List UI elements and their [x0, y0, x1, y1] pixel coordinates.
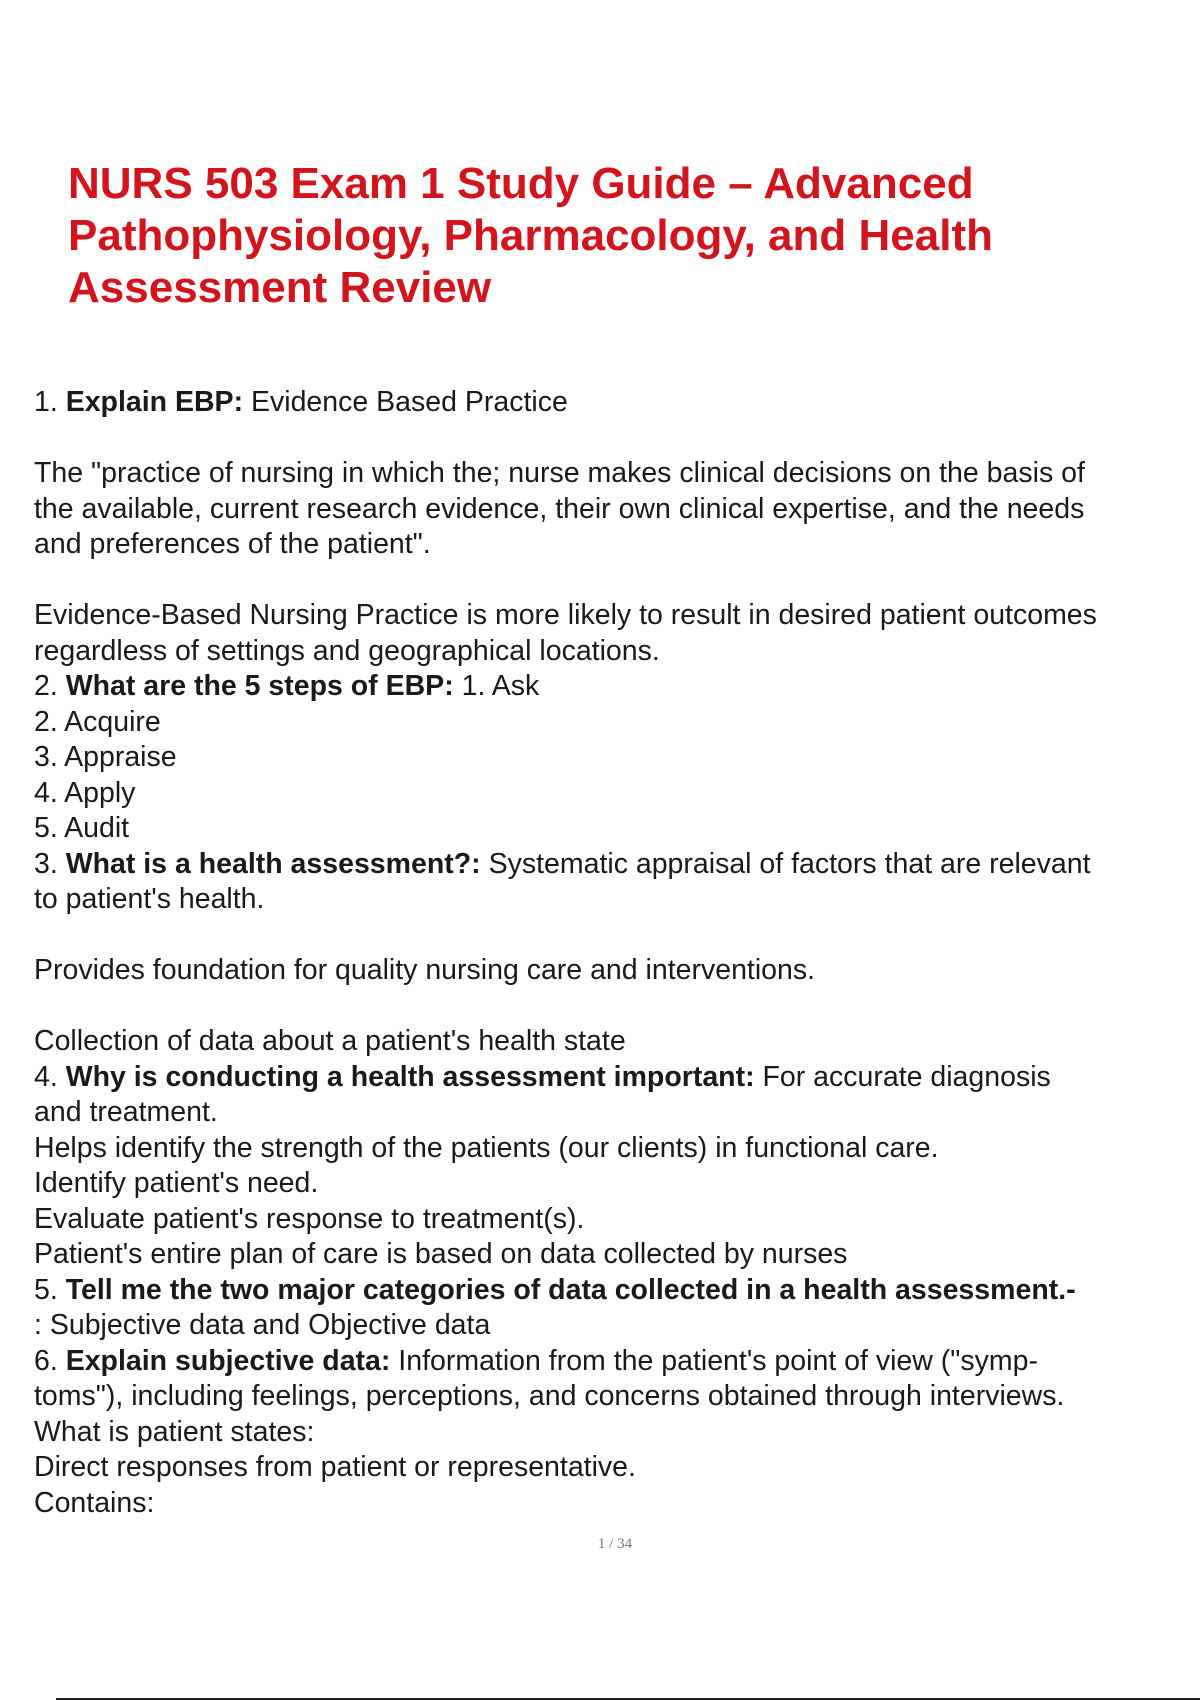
question-1 [34, 385, 1200, 421]
question-2 [34, 669, 1200, 705]
paragraph-gap [34, 918, 1200, 954]
study-guide-content [34, 385, 1200, 1521]
answer-line: and preferences of the patient". [34, 528, 431, 560]
answer-line: the available, current research evidence, their own clinical expertise, and the needs [34, 492, 1085, 525]
question-term: Explain subjective data: [65, 1344, 391, 1377]
answer-line: toms"), including feelings, perceptions, and concerns obtained through interviews. [34, 1380, 1065, 1412]
question-number: 5. [34, 1273, 66, 1306]
answer-line: and treatment. [34, 1096, 218, 1128]
answer-line: Patient's entire plan of care is based on data collected by nurses [34, 1238, 848, 1270]
answer-line: What is patient states: [34, 1415, 315, 1448]
page-number: 1 / 34 [597, 1536, 633, 1552]
answer-first-line: 1. Ask [453, 670, 540, 702]
answer-line: Provides foundation for quality nursing care and interventions. [34, 954, 816, 986]
question-term: Why is conducting a health assessment important: [65, 1060, 755, 1093]
question-number: 4. [34, 1060, 66, 1093]
answer-line: to patient's health. [34, 883, 265, 915]
answer-line: Collection of data about a patient's health state [34, 1025, 626, 1057]
question-term: What is a health assessment?: [65, 847, 481, 880]
answer-line: 5. Audit [34, 812, 130, 844]
answer-first-line: Evidence Based Practice [243, 386, 568, 418]
question-number: 2. [34, 670, 66, 702]
question-5 [34, 1273, 1200, 1309]
question-term: Explain EBP: [65, 386, 244, 418]
answer-line: Identify patient's need. [34, 1167, 319, 1199]
answer-first-line: Information from the patient's point of view ("symp- [390, 1344, 1038, 1377]
answer-line: : Subjective data and Objective data [34, 1309, 491, 1341]
paragraph-gap [34, 989, 1200, 1025]
question-4 [34, 1060, 1200, 1096]
question-term: Tell me the two major categories of data collected in a health assessment.- [65, 1273, 1076, 1306]
question-number: 3. [34, 847, 66, 880]
question-number: 6. [34, 1344, 66, 1377]
answer-first-line: Systematic appraisal of factors that are relevant [480, 847, 1091, 880]
answer-first-line: For accurate diagnosis [754, 1060, 1051, 1093]
answer-line: The "practice of nursing in which the; nurse makes clinical decisions on the basis of [34, 457, 1085, 489]
question-6 [34, 1344, 1200, 1380]
answer-line: Evidence-Based Nursing Practice is more likely to result in desired patient outcomes [34, 599, 1097, 631]
question-number: 1. [34, 386, 66, 418]
document-title: NURS 503 Exam 1 Study Guide – Advanced Pathophysiology, Pharmacology, and Health Assessment Review [68, 159, 993, 312]
paragraph-gap [34, 563, 1200, 599]
answer-line: Evaluate patient's response to treatment(s). [34, 1202, 585, 1235]
answer-line: 2. Acquire [34, 705, 161, 738]
answer-line: Direct responses from patient or representative. [34, 1451, 636, 1483]
paragraph-gap [34, 421, 1200, 457]
question-3 [34, 847, 1200, 883]
answer-line: 3. Appraise [34, 741, 177, 773]
answer-line: regardless of settings and geographical locations. [34, 634, 660, 667]
answer-line: Contains: [34, 1486, 155, 1519]
answer-line: 4. Apply [34, 776, 136, 809]
answer-line: Helps identify the strength of the patients (our clients) in functional care. [34, 1131, 939, 1164]
question-term: What are the 5 steps of EBP: [65, 670, 454, 702]
